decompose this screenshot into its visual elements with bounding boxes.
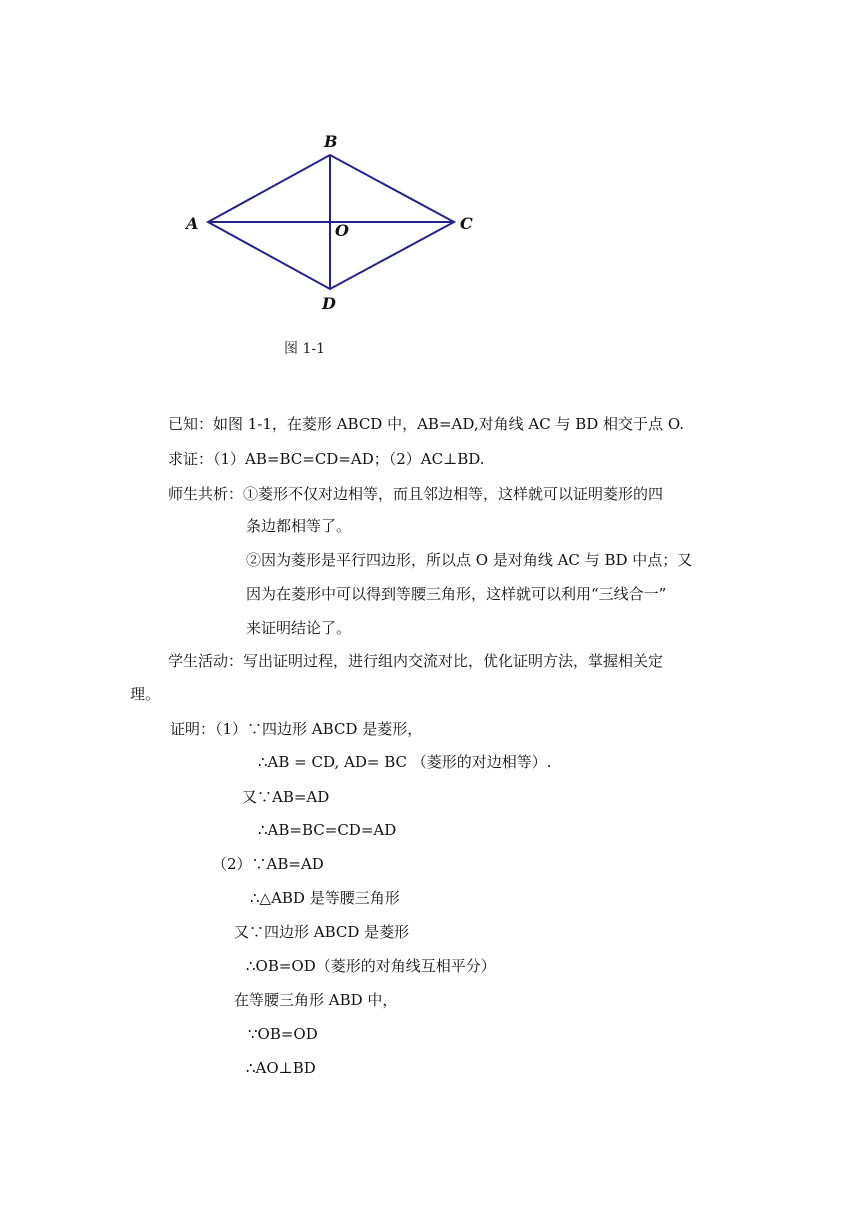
proof-line-10: ∵OB=OD <box>248 1025 318 1043</box>
rhombus-diagram <box>180 128 480 318</box>
proof-line-3: 又∵AB=AD <box>242 788 330 806</box>
proof-line-9: 在等腰三角形 ABD 中， <box>234 991 398 1009</box>
proof-line-5: （2）∵AB=AD <box>212 855 324 873</box>
prove-text: 求证：（1）AB=BC=CD=AD；（2）AC⊥BD. <box>168 450 485 468</box>
proof-line-2: ∴AB = CD, AD= BC （菱形的对边相等）. <box>258 753 552 771</box>
proof-line-4: ∴AB=BC=CD=AD <box>258 821 397 839</box>
point-label-a: A <box>186 214 199 233</box>
rhombus-figure <box>180 128 480 318</box>
analysis-line-1: 师生共析：①菱形不仅对边相等，而且邻边相等，这样就可以证明菱形的四 <box>168 485 664 503</box>
given-text: 已知：如图 1-1，在菱形 ABCD 中，AB=AD,对角线 AC 与 BD 相交于点 O. <box>168 415 685 433</box>
point-label-c: C <box>460 214 473 233</box>
activity-line-1: 学生活动：写出证明过程，进行组内交流对比，优化证明方法，掌握相关定 <box>168 652 664 670</box>
analysis-line-3: ②因为菱形是平行四边形，所以点 O 是对角线 AC 与 BD 中点；又 <box>246 551 693 569</box>
analysis-line-2: 条边都相等了。 <box>246 517 352 535</box>
proof-line-7: 又∵四边形 ABCD 是菱形 <box>234 923 410 941</box>
point-label-b: B <box>324 132 338 151</box>
analysis-line-5: 来证明结论了。 <box>246 619 352 637</box>
activity-line-2: 理。 <box>130 685 161 703</box>
proof-line-11: ∴AO⊥BD <box>246 1059 316 1077</box>
figure-caption: 图 1-1 <box>284 341 325 357</box>
point-label-o: O <box>335 221 349 240</box>
proof-line-8: ∴OB=OD（菱形的对角线互相平分） <box>246 957 496 975</box>
proof-line-1: 证明：（1）∵四边形 ABCD 是菱形， <box>170 720 423 738</box>
point-label-d: D <box>322 294 336 313</box>
analysis-line-4: 因为在菱形中可以得到等腰三角形，这样就可以利用“三线合一” <box>246 585 667 603</box>
proof-line-6: ∴△ABD 是等腰三角形 <box>250 889 400 907</box>
